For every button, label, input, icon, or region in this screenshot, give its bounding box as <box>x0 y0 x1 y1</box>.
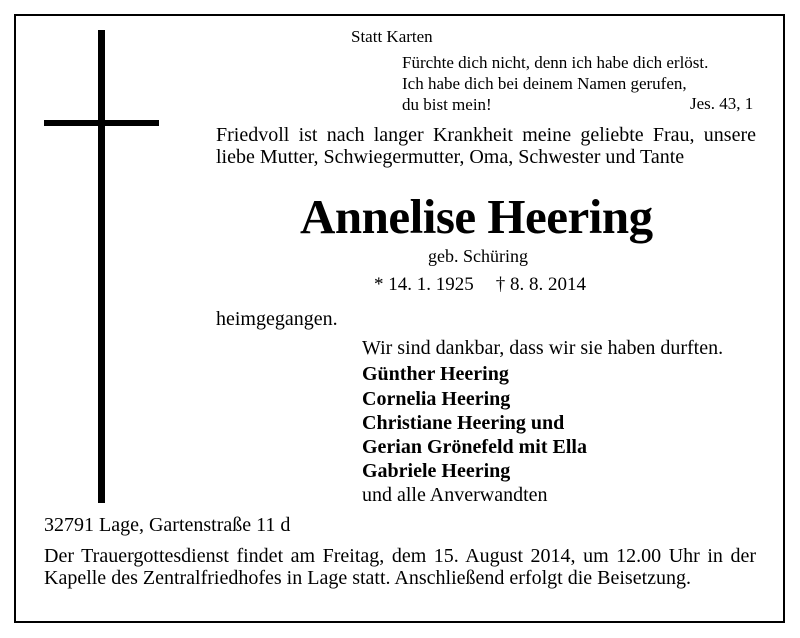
mourner-name: Gerian Grönefeld mit Ella <box>362 436 587 458</box>
deceased-name: Annelise Heering <box>300 189 653 244</box>
verse-line-2: Ich habe dich bei deinem Namen gerufen, <box>402 74 687 93</box>
mourner-name: Gabriele Heering <box>362 460 511 482</box>
verse-reference: Jes. 43, 1 <box>690 94 754 113</box>
cross-vertical-bar <box>98 30 105 503</box>
mourner-name: Cornelia Heering <box>362 388 511 410</box>
mourner-name: Günther Heering <box>362 363 509 385</box>
funeral-service-info: Der Trauergottesdienst findet am Freitag, dem 15. August 2014, um 12.00 Uhr in der Kapelle des Zentralfriedhofes in Lage statt. Anschließend erfolgt die Beisetzung. <box>44 545 756 589</box>
mourner-name: Christiane Heering und <box>362 412 565 434</box>
cross-horizontal-bar <box>44 120 159 126</box>
header-statt-karten: Statt Karten <box>351 27 433 46</box>
family-address: 32791 Lage, Gartenstraße 11 d <box>44 514 291 536</box>
intro-text: Friedvoll ist nach langer Krankheit meine geliebte Frau, unsere liebe Mutter, Schwiegermutter, Oma, Schwester und Tante <box>216 124 756 168</box>
gratitude-text: Wir sind dankbar, dass wir sie haben durften. <box>362 337 724 359</box>
passed-away-text: heimgegangen. <box>216 308 338 330</box>
death-date: † 8. 8. 2014 <box>495 274 586 295</box>
verse-line-1: Fürchte dich nicht, denn ich habe dich erlöst. <box>402 53 709 72</box>
life-dates <box>374 274 586 296</box>
relatives-text: und alle Anverwandten <box>362 484 548 506</box>
verse-line-3: du bist mein! <box>402 95 492 114</box>
maiden-name: geb. Schüring <box>428 246 528 266</box>
birth-date: * 14. 1. 1925 <box>374 274 474 295</box>
